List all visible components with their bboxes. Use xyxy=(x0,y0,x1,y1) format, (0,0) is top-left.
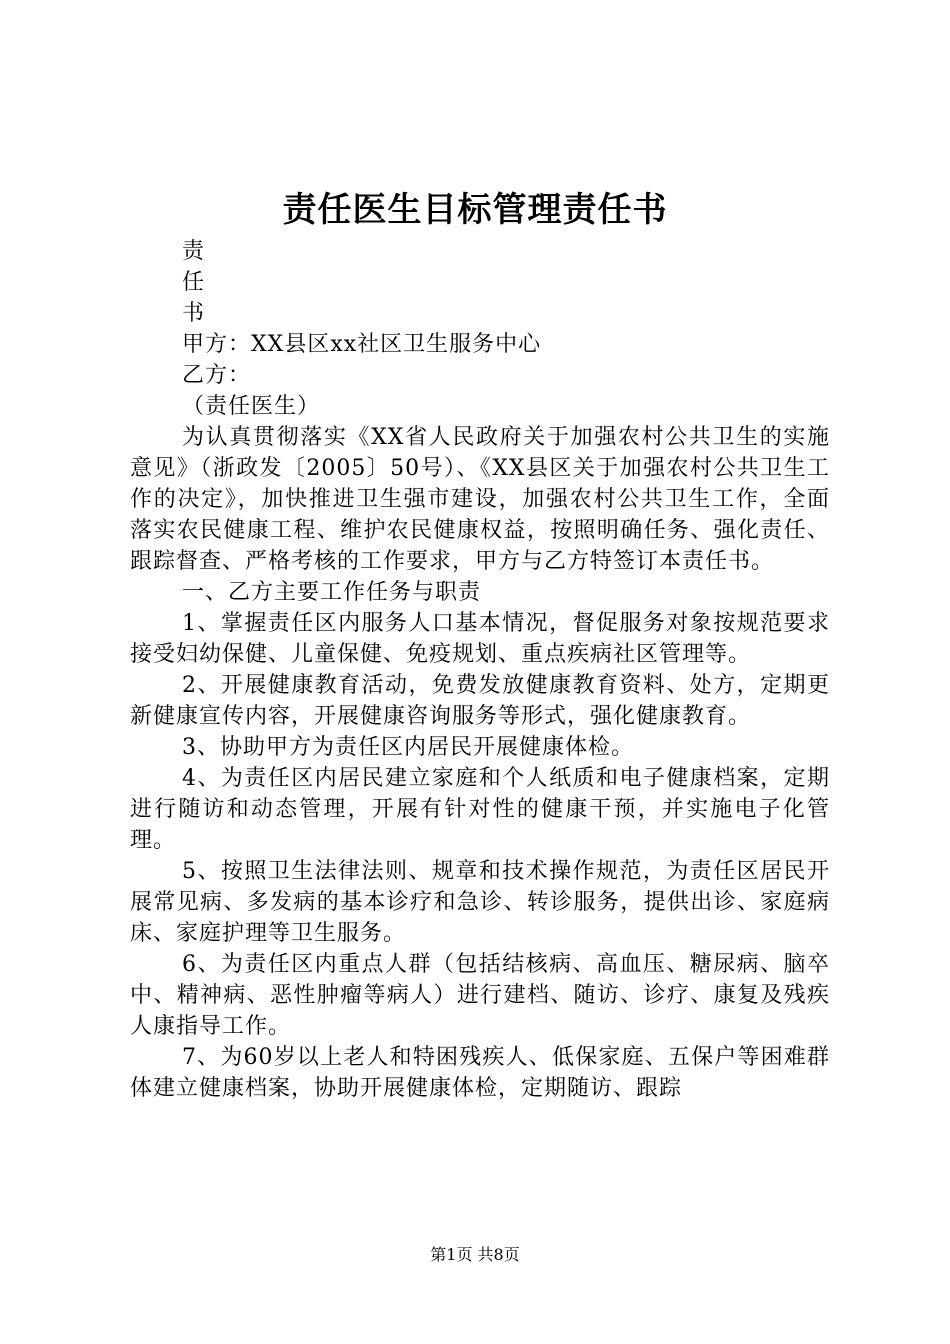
party-a: 甲方：XX县区xx社区卫生服务中心 xyxy=(182,332,542,357)
task-item-1: 1、掌握责任区内服务人口基本情况，督促服务对象按规范要求接受妇幼保健、儿童保健、免疫规划、重点疾病社区管理等。 xyxy=(130,611,830,667)
intro-paragraph: 为认真贯彻落实《XX省人民政府关于加强农村公共卫生的实施意见》（浙政发〔2005〕50号）、《XX县区关于加强农村公共卫生工作的决定》，加快推进卫生强市建设，加强农村公共卫生工作，全面落实农民健康工程、维护农民健康权益，按照明确任务、强化责任、跟踪督查、严格考核的工作要求，甲方与乙方特签订本责任书。 xyxy=(130,425,830,574)
document-body xyxy=(130,236,830,1104)
task-item-5: 5、按照卫生法律法则、规章和技术操作规范，为责任区居民开展常见病、多发病的基本诊疗和急诊、转诊服务，提供出诊、家庭病床、家庭护理等卫生服务。 xyxy=(130,859,830,946)
task-item-4: 4、为责任区内居民建立家庭和个人纸质和电子健康档案，定期进行随访和动态管理，开展有针对性的健康干预，并实施电子化管理。 xyxy=(130,766,830,853)
task-item-2: 2、开展健康教育活动，免费发放健康教育资料、处方，定期更新健康宣传内容，开展健康咨询服务等形式，强化健康教育。 xyxy=(130,673,830,729)
party-b: 乙方： xyxy=(182,363,252,388)
document-title: 责任医生目标管理责任书 xyxy=(282,190,668,230)
header-line: 任 xyxy=(182,270,206,295)
header-line: 责 xyxy=(182,239,206,264)
task-item-6: 6、为责任区内重点人群（包括结核病、高血压、糖尿病、脑卒中、精神病、恶性肿瘤等病人）进行建档、随访、诊疗、康复及残疾人康指导工作。 xyxy=(130,952,830,1039)
party-b-role: （责任医生） xyxy=(182,394,321,419)
task-item-3: 3、协助甲方为责任区内居民开展健康体检。 xyxy=(182,735,634,760)
section-heading: 一、乙方主要工作任务与职责 xyxy=(182,580,482,605)
header-line: 书 xyxy=(182,301,206,326)
page-number: 第1页 共8页 xyxy=(430,1245,520,1264)
task-item-7: 7、为60岁以上老人和特困残疾人、低保家庭、五保户等困难群体建立健康档案，协助开展健康体检，定期随访、跟踪 xyxy=(130,1045,830,1101)
